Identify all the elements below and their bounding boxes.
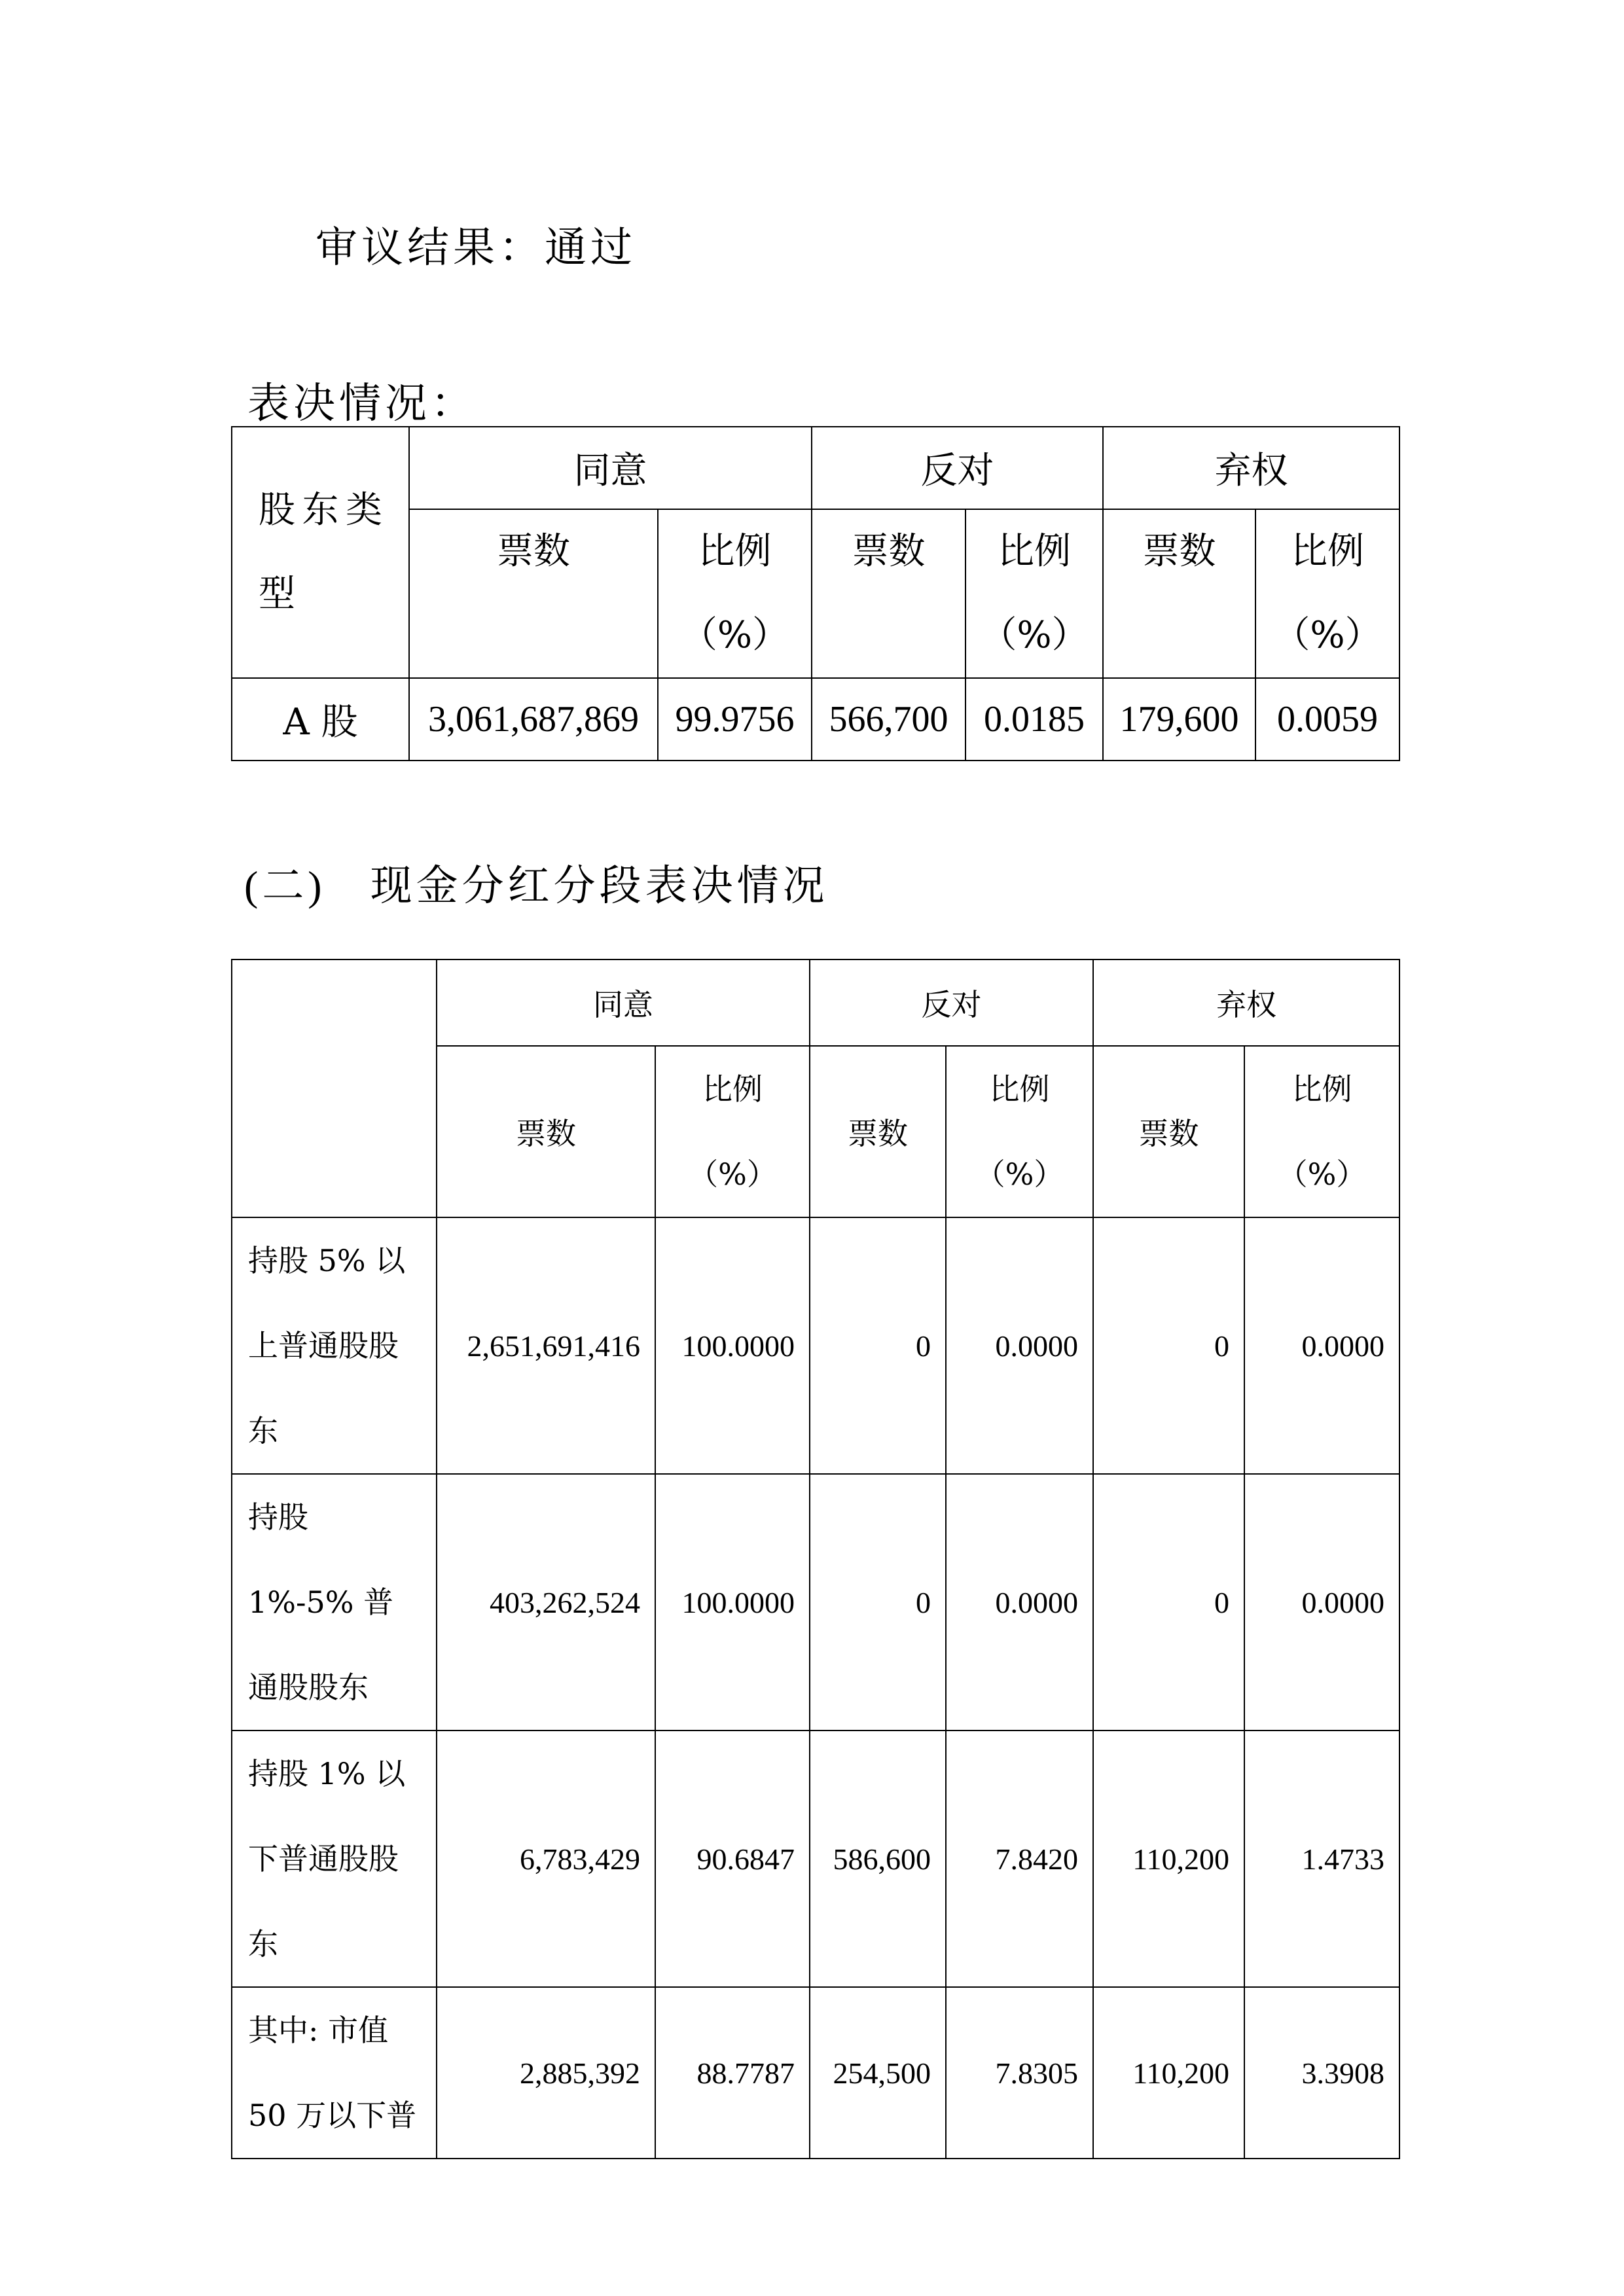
sub-count: 票数: [810, 1046, 946, 1217]
oppose-count: 0: [810, 1474, 946, 1731]
oppose-count: 254,500: [810, 1987, 946, 2159]
abstain-count: 110,200: [1093, 1987, 1244, 2159]
group-oppose: 反对: [812, 427, 1103, 509]
abstain-ratio: 0.0059: [1255, 678, 1399, 761]
oppose-ratio: 7.8305: [946, 1987, 1093, 2159]
agree-ratio: 90.6847: [655, 1731, 810, 1987]
sub-ratio: 比例 （%）: [946, 1046, 1093, 1217]
table-row: [232, 678, 1399, 761]
agree-count: 2,885,392: [437, 1987, 655, 2159]
agree-ratio: 100.0000: [655, 1474, 810, 1731]
oppose-ratio: 0.0000: [946, 1474, 1093, 1731]
result-value: 通过: [545, 224, 636, 272]
group-agree: 同意: [437, 960, 810, 1046]
row-type: A 股: [232, 678, 409, 761]
sub-ratio: 比例 （%）: [655, 1046, 810, 1217]
section2-text: 现金分红分段表决情况: [370, 862, 829, 910]
abstain-count: 179,600: [1103, 678, 1255, 761]
empty-corner: [232, 960, 437, 1217]
sub-ratio: 比例 （%）: [1255, 509, 1399, 678]
sub-ratio: 比例 （%）: [658, 509, 812, 678]
abstain-ratio: 3.3908: [1244, 1987, 1399, 2159]
abstain-count: 110,200: [1093, 1731, 1244, 1987]
table-row: [232, 1217, 1399, 1474]
segment-vote-table: [231, 959, 1400, 2159]
vote-table: [231, 426, 1400, 761]
abstain-count: 0: [1093, 1474, 1244, 1731]
row-label: 其中: 市值 50 万以下普: [232, 1987, 437, 2159]
oppose-count: 566,700: [812, 678, 965, 761]
agree-count: 2,651,691,416: [437, 1217, 655, 1474]
group-abstain: 弃权: [1103, 427, 1399, 509]
vote-title: 表决情况：: [247, 380, 477, 428]
oppose-count: 0: [810, 1217, 946, 1474]
group-abstain: 弃权: [1093, 960, 1399, 1046]
agree-count: 403,262,524: [437, 1474, 655, 1731]
row-label: 持股 1%-5% 普通股股东: [232, 1474, 437, 1731]
agree-count: 3,061,687,869: [409, 678, 658, 761]
table-row: [232, 1474, 1399, 1731]
oppose-ratio: 7.8420: [946, 1731, 1093, 1987]
sub-count: 票数: [437, 1046, 655, 1217]
oppose-ratio: 0.0000: [946, 1217, 1093, 1474]
result-line: [316, 214, 636, 274]
result-label: 审议结果：: [316, 224, 545, 272]
table-row: [232, 1987, 1399, 2159]
agree-ratio: 88.7787: [655, 1987, 810, 2159]
sub-ratio: 比例 （%）: [1244, 1046, 1399, 1217]
sub-ratio: 比例 （%）: [965, 509, 1103, 678]
sub-count: 票数: [1103, 509, 1255, 678]
table-row: [232, 1731, 1399, 1987]
corner-header: 股东类型: [232, 427, 409, 678]
row-label: 持股 5% 以上普通股股东: [232, 1217, 437, 1474]
oppose-count: 586,600: [810, 1731, 946, 1987]
section2-title: [244, 852, 829, 912]
agree-ratio: 100.0000: [655, 1217, 810, 1474]
abstain-ratio: 0.0000: [1244, 1217, 1399, 1474]
row-label: 持股 1% 以下普通股股东: [232, 1731, 437, 1987]
section2-number: (二): [244, 863, 326, 909]
sub-count: 票数: [409, 509, 658, 678]
oppose-ratio: 0.0185: [965, 678, 1103, 761]
abstain-ratio: 1.4733: [1244, 1731, 1399, 1987]
abstain-count: 0: [1093, 1217, 1244, 1474]
agree-ratio: 99.9756: [658, 678, 812, 761]
sub-count: 票数: [812, 509, 965, 678]
abstain-ratio: 0.0000: [1244, 1474, 1399, 1731]
group-oppose: 反对: [810, 960, 1093, 1046]
group-agree: 同意: [409, 427, 812, 509]
sub-count: 票数: [1093, 1046, 1244, 1217]
agree-count: 6,783,429: [437, 1731, 655, 1987]
